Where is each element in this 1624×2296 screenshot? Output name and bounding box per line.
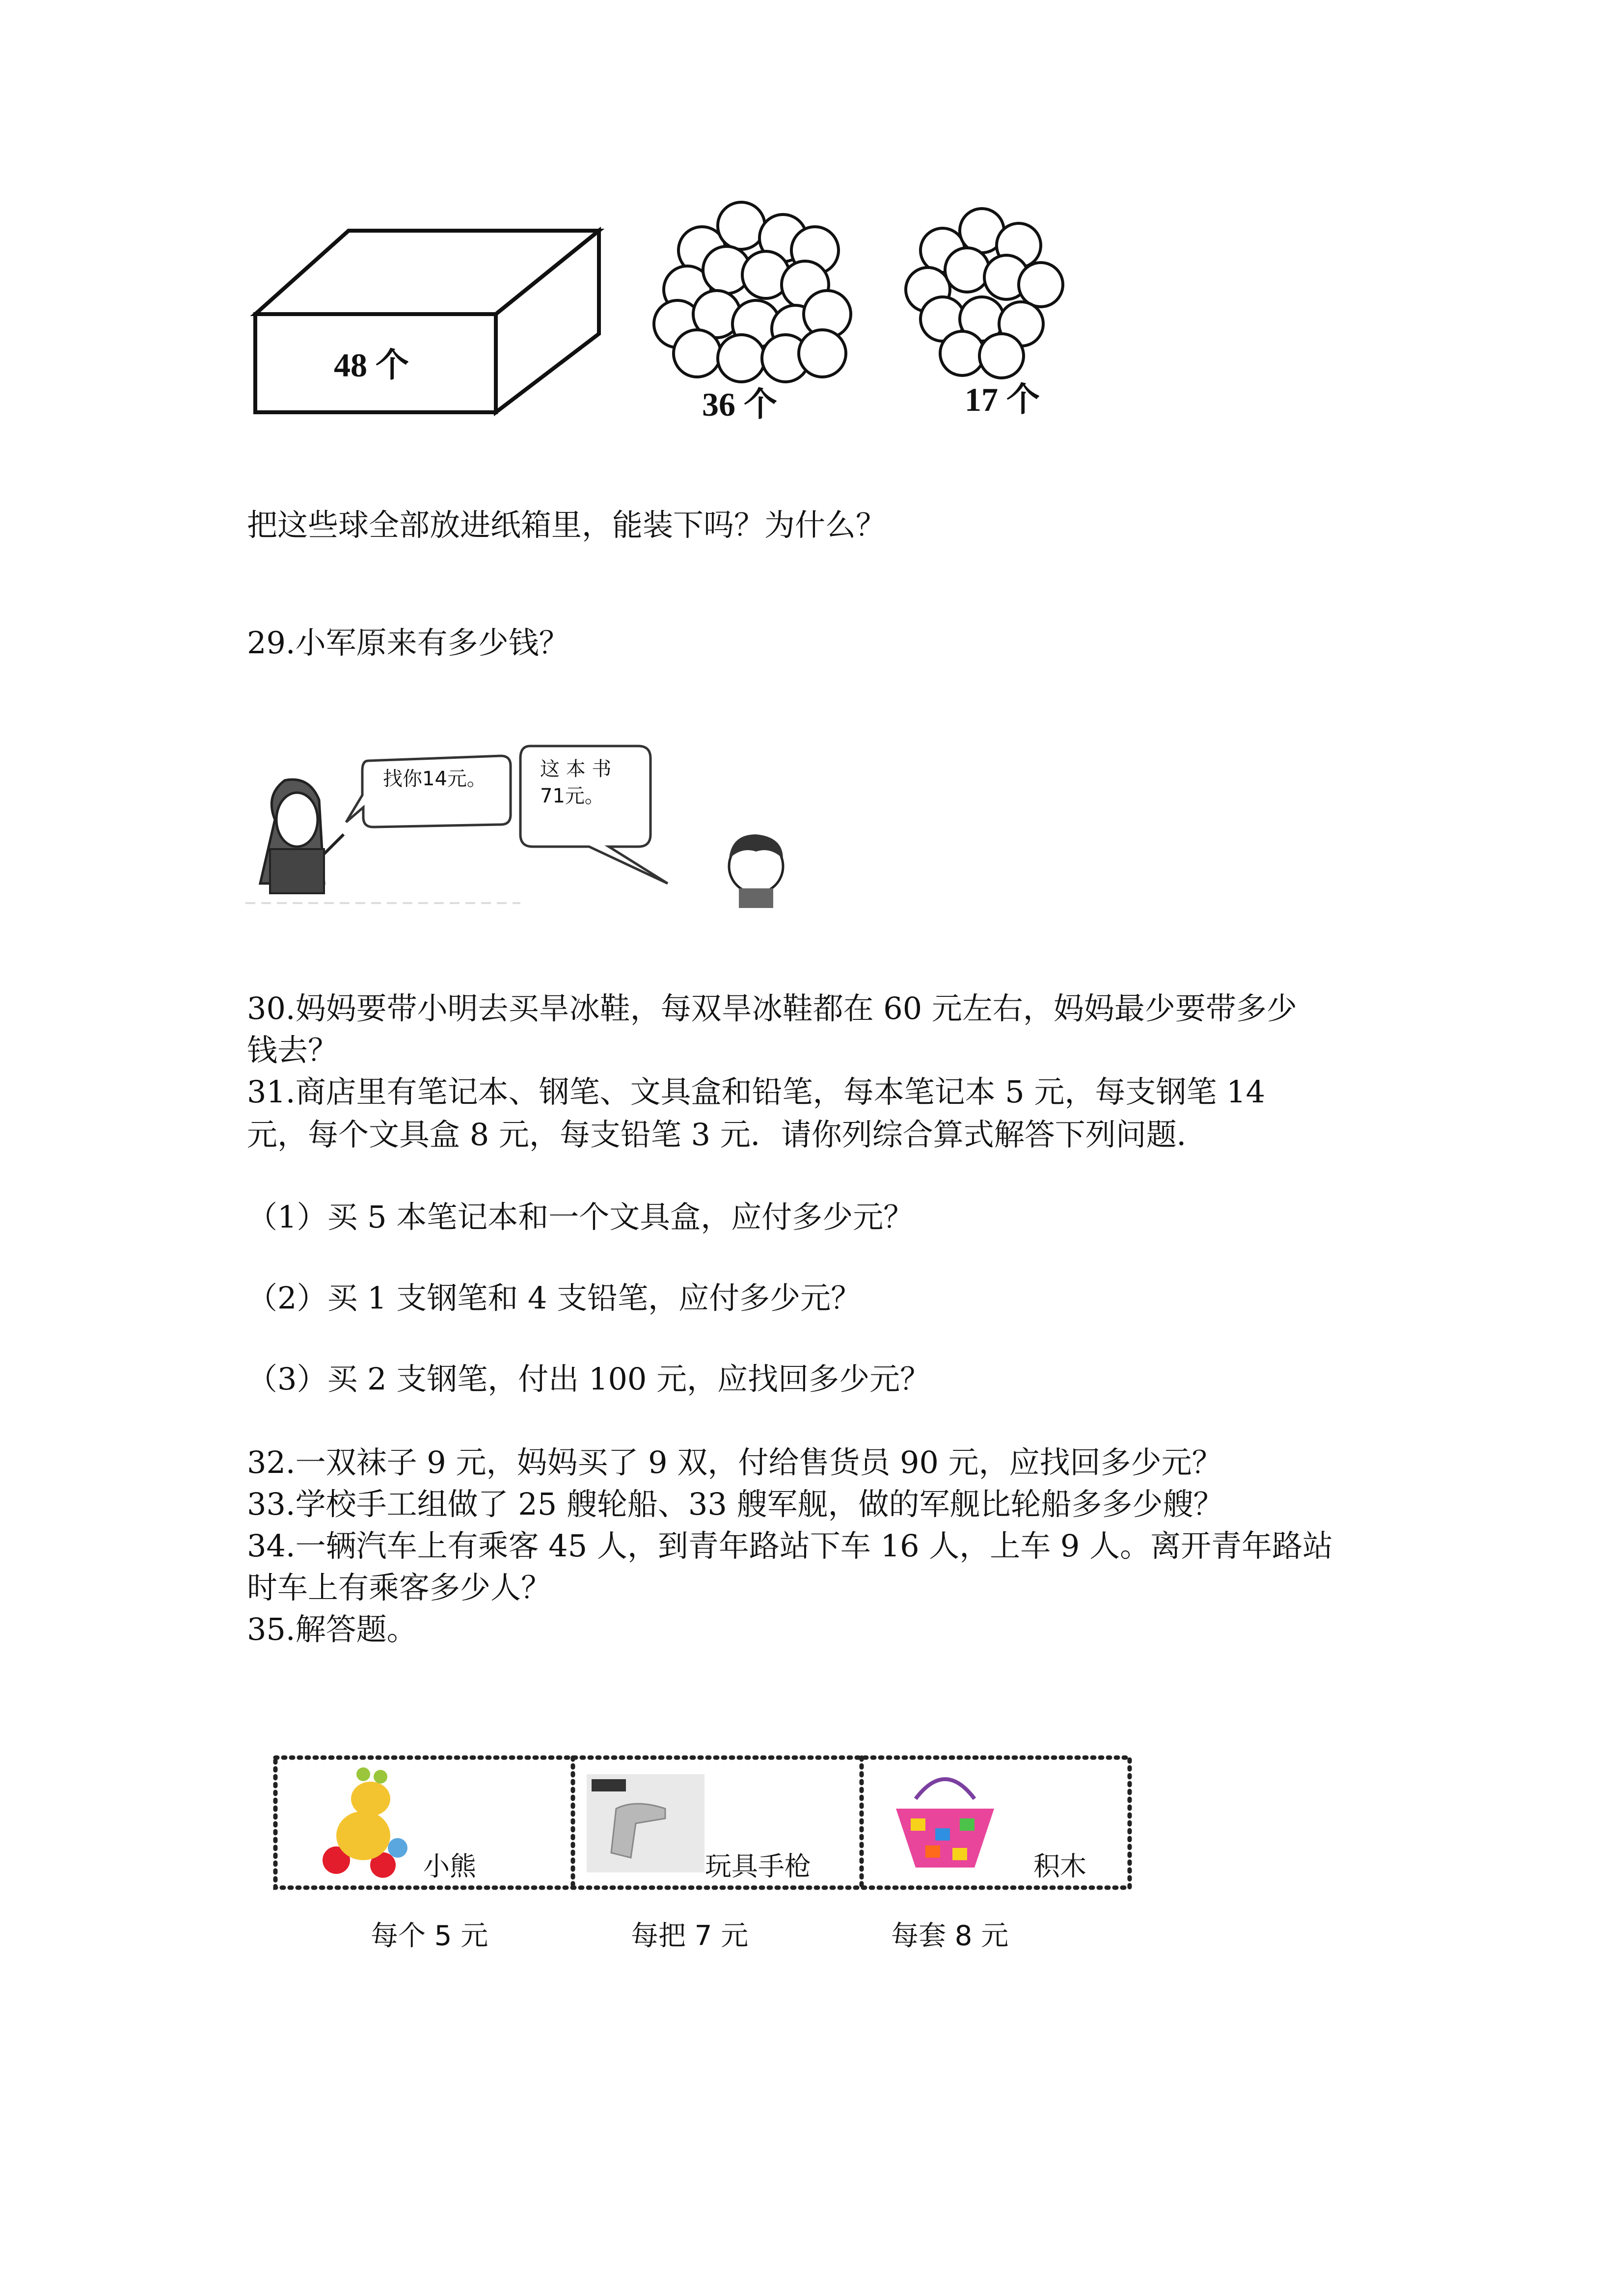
q35-text: 35.解答题。 (247, 1611, 417, 1647)
toy-gun-image (587, 1774, 704, 1872)
q29-text: 29.小军原来有多少钱？ (247, 625, 569, 661)
q30-line1: 30.妈妈要带小明去买旱冰鞋，每双旱冰鞋都在 60 元左右，妈妈最少要带多少 (247, 990, 1297, 1026)
toy-blocks-image (896, 1779, 994, 1868)
q31-line1: 31.商店里有笔记本、钢笔、文具盒和铅笔，每本笔记本 5 元，每支钢笔 14 (247, 1074, 1266, 1110)
pile2-label: 17 个 (965, 381, 1040, 418)
q33-text: 33.学校手工组做了 25 艘轮船、33 艘军舰，做的军舰比轮船多多少艘？ (247, 1486, 1224, 1522)
box-drawing (255, 231, 599, 412)
toy-table (272, 1755, 1137, 1897)
q31-line2: 元，每个文具盒 8 元，每支铅笔 3 元．请你列综合算式解答下列问题． (247, 1117, 1207, 1152)
q31-sub1: （1）买 5 本笔记本和一个文具盒，应付多少元？ (247, 1199, 914, 1235)
q31-sub2: （2）买 1 支钢笔和 4 支铅笔，应付多少元？ (247, 1280, 862, 1316)
q29-illustration (245, 736, 810, 913)
q32-text: 32.一双袜子 9 元，妈妈买了 9 双，付给售货员 90 元，应找回多少元？ (247, 1444, 1222, 1480)
right-bubble-text-1: 这 本 书 (540, 758, 612, 780)
pile1-label: 36 个 (702, 386, 778, 423)
q34-line2: 时车上有乘客多少人？ (247, 1570, 552, 1605)
girl-figure (260, 779, 344, 893)
toy-name-blocks: 积木 (1033, 1851, 1086, 1882)
right-bubble-text-2: 71元。 (540, 785, 604, 807)
ball-pile-large (654, 202, 851, 382)
ball-pile-small (906, 209, 1063, 378)
q30-line2: 钱去？ (247, 1032, 339, 1068)
box-side (496, 231, 599, 412)
toy-price-gun: 每把 7 元 (631, 1920, 749, 1952)
toy-price-bear: 每个 5 元 (371, 1920, 488, 1952)
boy-figure (729, 834, 783, 908)
q34-line1: 34.一辆汽车上有乘客 45 人，到青年路站下车 16 人，上车 9 人。离开青年路站 (247, 1528, 1333, 1564)
q31-sub3: （3）买 2 支钢笔，付出 100 元，应找回多少元？ (247, 1361, 931, 1397)
ball-box-figure (245, 191, 1080, 437)
left-bubble-text: 找你14元。 (383, 768, 487, 790)
box-label: 48 个 (334, 347, 409, 384)
q28-text: 把这些球全部放进纸箱里，能装下吗？为什么？ (247, 507, 887, 543)
toy-bear-image (323, 1767, 407, 1878)
toy-name-bear: 小熊 (423, 1851, 476, 1882)
toy-name-gun: 玩具手枪 (705, 1851, 811, 1882)
toy-price-blocks: 每套 8 元 (891, 1920, 1009, 1952)
